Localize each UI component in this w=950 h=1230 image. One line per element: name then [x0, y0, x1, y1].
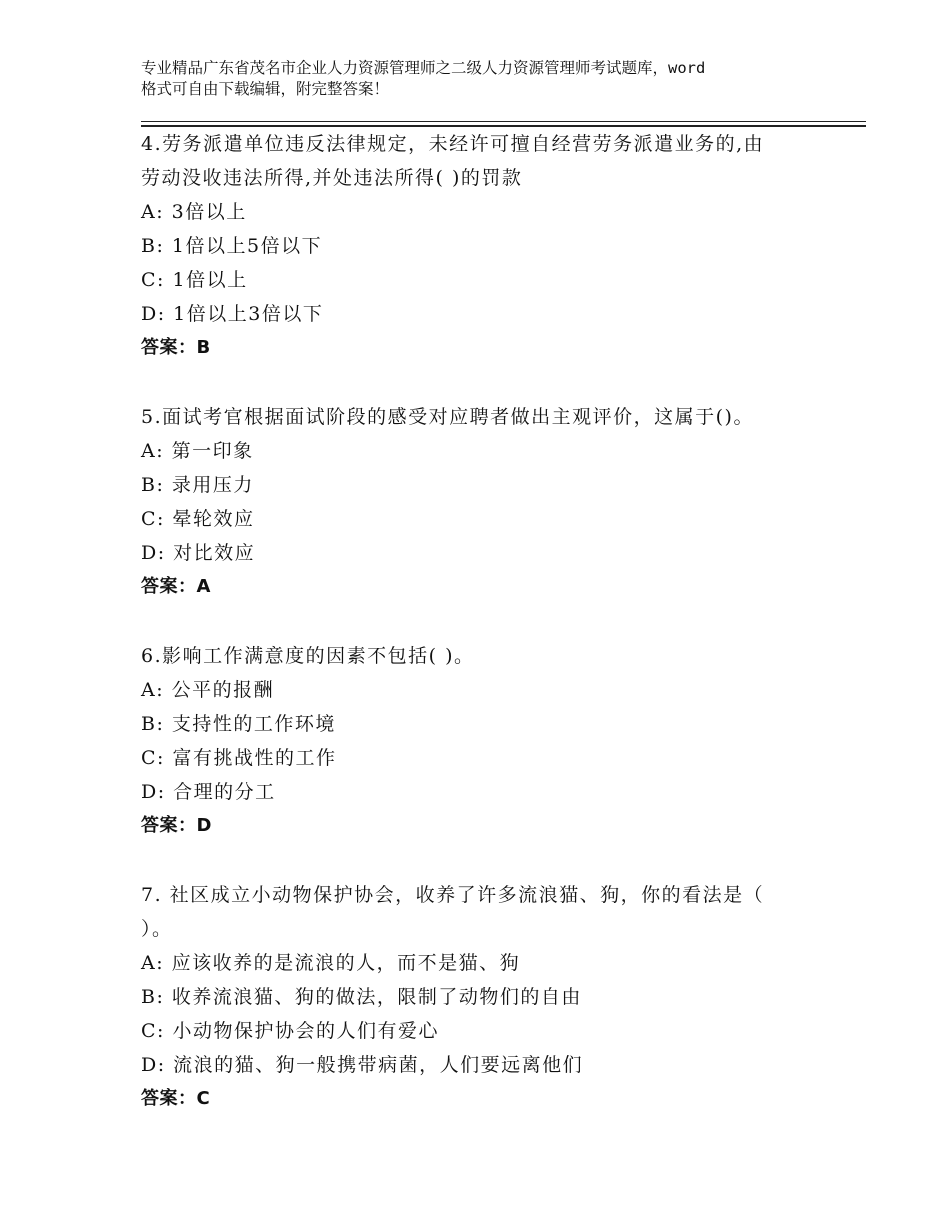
option-b: B: 1倍以上5倍以下: [141, 235, 323, 257]
question-6: [141, 642, 821, 846]
question-stem-line: 6.影响工作满意度的因素不包括( )。: [141, 645, 475, 667]
option-d: D: 合理的分工: [141, 781, 276, 803]
option-c: C: 晕轮效应: [141, 508, 255, 530]
option-c: C: 1倍以上: [141, 269, 248, 291]
question-stem-line: 劳动没收违法所得,并处违法所得( )的罚款: [141, 167, 523, 189]
option-d: D: 流浪的猫、狗一般携带病菌，人们要远离他们: [141, 1054, 584, 1076]
header-line-1: 专业精品广东省茂名市企业人力资源管理师之二级人力资源管理师考试题库，word: [141, 59, 706, 77]
header-divider-thin: [141, 121, 866, 122]
question-stem-line: 7. 社区成立小动物保护协会，收养了许多流浪猫、狗，你的看法是（: [141, 884, 765, 906]
option-a: A: 第一印象: [141, 440, 254, 462]
option-a: A: 3倍以上: [141, 201, 247, 223]
option-c: C: 小动物保护协会的人们有爱心: [141, 1020, 439, 1042]
header-divider-thick: [141, 125, 866, 127]
option-c: C: 富有挑战性的工作: [141, 747, 337, 769]
option-d: D: 1倍以上3倍以下: [141, 303, 324, 325]
document-header: [141, 58, 841, 100]
question-4: [141, 130, 821, 368]
option-a: A: 应该收养的是流浪的人，而不是猫、狗: [141, 952, 521, 974]
option-a: A: 公平的报酬: [141, 679, 275, 701]
option-b: B: 录用压力: [141, 474, 254, 496]
question-5: [141, 403, 821, 607]
question-stem-line: ）。: [141, 918, 173, 940]
option-b: B: 支持性的工作环境: [141, 713, 336, 735]
answer-label: 答案：B: [141, 337, 211, 358]
answer-label: 答案：C: [141, 1088, 211, 1109]
question-stem-line: 5.面试考官根据面试阶段的感受对应聘者做出主观评价，这属于()。: [141, 406, 754, 428]
option-b: B: 收养流浪猫、狗的做法，限制了动物们的自由: [141, 986, 582, 1008]
header-line-2: 格式可自由下载编辑，附完整答案！: [141, 80, 390, 98]
answer-label: 答案：A: [141, 576, 211, 597]
question-7: [141, 881, 821, 1119]
answer-label: 答案：D: [141, 815, 212, 836]
question-stem-line: 4.劳务派遣单位违反法律规定，未经许可擅自经营劳务派遣业务的,由: [141, 133, 765, 155]
option-d: D: 对比效应: [141, 542, 256, 564]
